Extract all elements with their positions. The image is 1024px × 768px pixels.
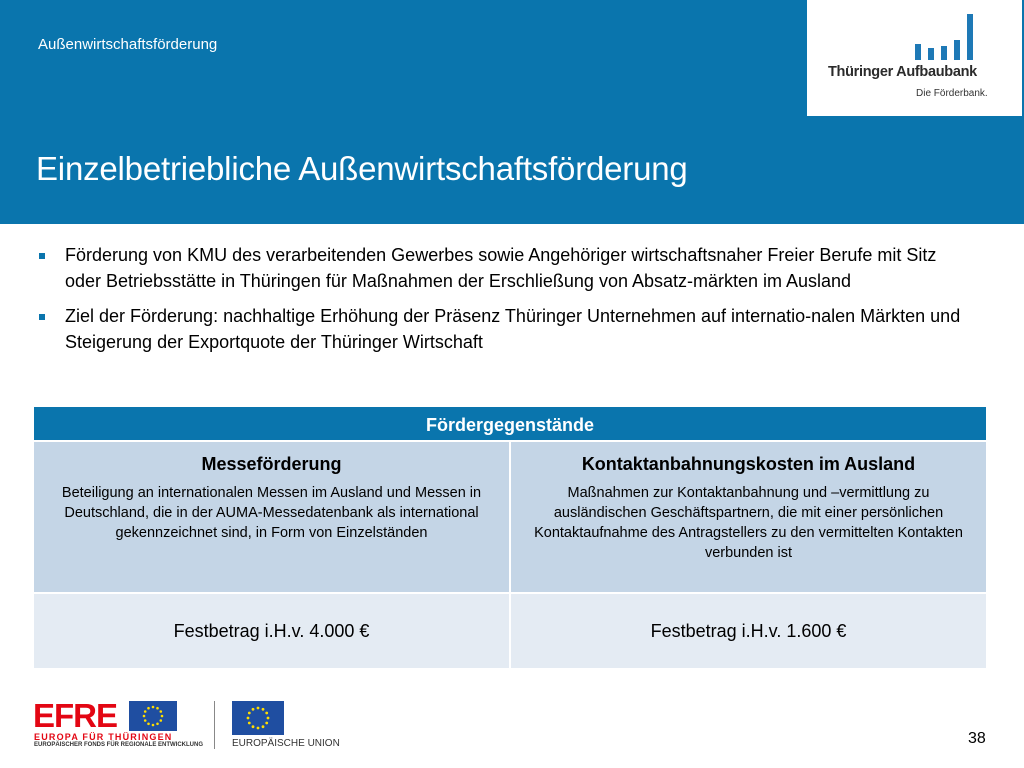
efre-subtitle: EUROPA FÜR THÜRINGEN [34,732,173,742]
bullet-list [38,243,968,365]
table-row [34,594,986,668]
table-heading: Fördergegenstände [34,407,986,440]
list-item: Ziel der Förderung: nachhaltige Erhöhung der Präsenz Thüringer Unternehmen auf internatio-nalen Märkten und Steigerung der Exportquote der Thüringer Wirtschaft [38,304,968,355]
column-description: Maßnahmen zur Kontaktanbahnung und –vermittlung zu ausländischen Geschäftspartnern, die mit einer persönlichen Kontaktaufnahme des Antragstellers zu den vermittelten Kontakten verbunden ist [534,485,963,561]
efre-subtitle-small: EUROPÄISCHER FONDS FÜR REGIONALE ENTWICKLUNG [34,742,204,748]
section-label: Außenwirtschaftsförderung [38,36,218,53]
amount-cell: Festbetrag i.H.v. 4.000 € [34,594,509,668]
efre-wordmark: EFRE [33,697,118,734]
table-cell [34,442,509,592]
logo-tagline: Die Förderbank. [916,88,988,99]
square-bullet-icon [39,314,45,320]
footer-divider [214,701,215,749]
eu-flag-icon [232,701,284,735]
page-title: Einzelbetriebliche Außenwirtschaftsförderung [36,150,688,187]
table-cell [511,442,986,592]
table-row [34,442,986,592]
logo-name: Thüringer Aufbaubank [828,64,977,80]
column-description: Beteiligung an internationalen Messen im Ausland und Messen in Deutschland, die in der AUMA-Messedatenbank als international gekennzeichnet sind, in Form von Einzelständen [61,485,482,541]
header-band [0,0,1024,224]
eu-flag-icon [129,701,177,731]
eu-label: EUROPÄISCHE UNION [232,738,340,749]
amount-cell: Festbetrag i.H.v. 1.600 € [511,594,986,668]
page-number: 38 [968,730,986,747]
square-bullet-icon [39,253,45,259]
list-item: Förderung von KMU des verarbeitenden Gewerbes sowie Angehöriger wirtschaftsnaher Freier Berufe mit Sitz oder Betriebsstätte in Thüringen für Maßnahmen der Erschließung von Absatz-märkten im Ausland [38,243,968,294]
bar-chart-icon [915,12,979,62]
funding-table [34,407,986,668]
column-title: Kontaktanbahnungskosten im Ausland [581,454,916,474]
tab-logo [807,0,1022,116]
column-title: Messeförderung [201,454,342,474]
